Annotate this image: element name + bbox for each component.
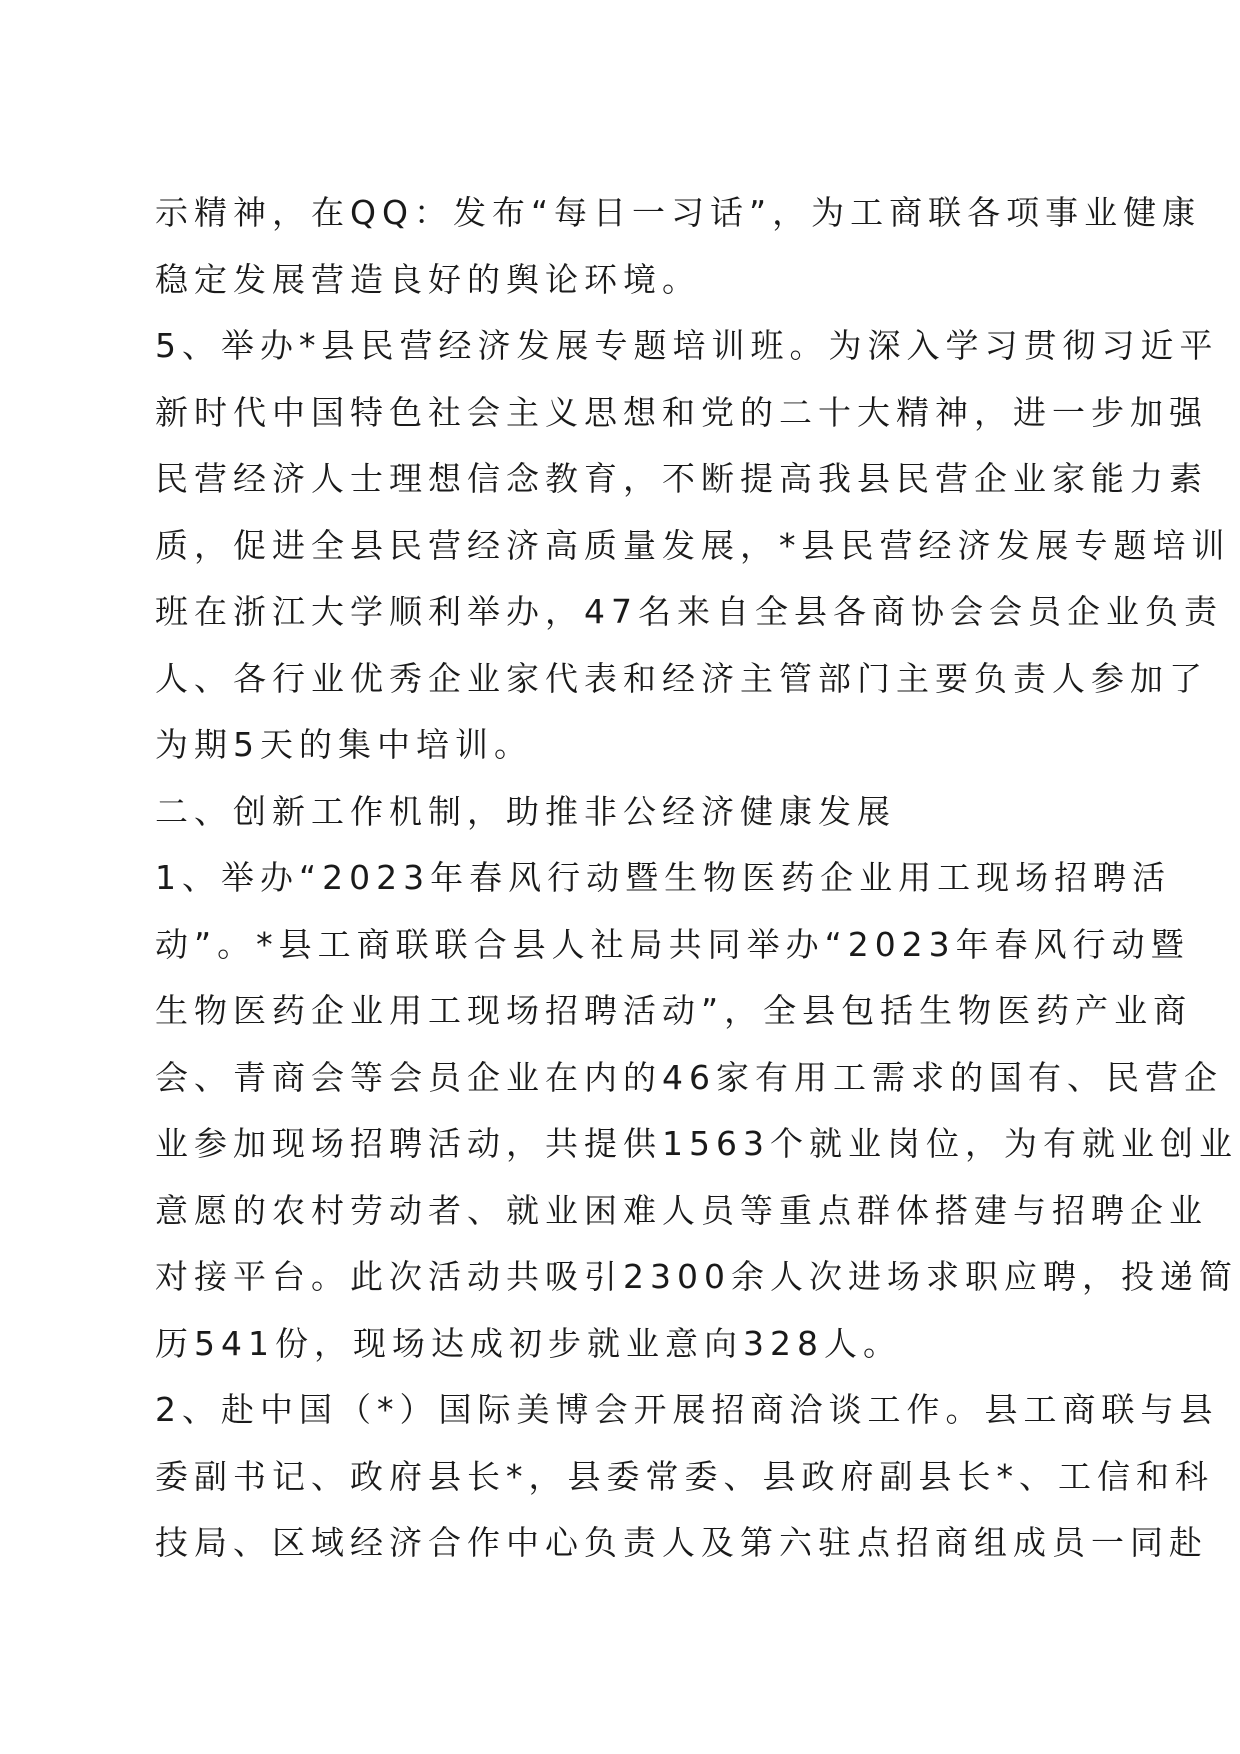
text-line: 5、举办*县民营经济发展专题培训班。为深入学习贯彻习近平 <box>155 326 1219 365</box>
text-line: 会、青商会等会员企业在内的46家有用工需求的国有、民营企 <box>155 1057 1223 1097</box>
section-heading: 二、创新工作机制，助推非公经济健康发展 <box>155 791 896 831</box>
text-line: 委副书记、政府县长*，县委常委、县政府副县长*、工信和科 <box>155 1456 1214 1496</box>
text-line: 历541份，现场达成初步就业意向328人。 <box>155 1323 902 1363</box>
text-line: 动”。*县工商联联合县人社局共同举办“2023年春风行动暨 <box>155 924 1190 964</box>
text-line: 意愿的农村劳动者、就业困难人员等重点群体搭建与招聘企业 <box>155 1190 1208 1230</box>
text-line: 1、举办“2023年春风行动暨生物医药企业用工现场招聘活 <box>155 858 1172 897</box>
text-line: 对接平台。此次活动共吸引2300余人次进场求职应聘，投递简 <box>155 1257 1238 1296</box>
text-line: 稳定发展营造良好的舆论环境。 <box>155 259 701 299</box>
text-line: 生物医药企业用工现场招聘活动”，全县包括生物医药产业商 <box>155 991 1193 1030</box>
text-line: 民营经济人士理想信念教育，不断提高我县民营企业家能力素 <box>155 459 1208 498</box>
text-line: 新时代中国特色社会主义思想和党的二十大精神，进一步加强 <box>155 392 1208 432</box>
text-line: 业参加现场招聘活动，共提供1563个就业岗位，为有就业创业 <box>155 1124 1238 1163</box>
text-line: 班在浙江大学顺利举办，47名来自全县各商协会会员企业负责 <box>155 592 1223 631</box>
text-line: 2、赴中国（*）国际美博会开展招商洽谈工作。县工商联与县 <box>155 1390 1219 1429</box>
text-line: 示精神，在QQ：发布“每日一习话”，为工商联各项事业健康 <box>155 193 1202 232</box>
text-line: 质，促进全县民营经济高质量发展，*县民营经济发展专题培训 <box>155 525 1231 565</box>
text-line: 人、各行业优秀企业家代表和经济主管部门主要负责人参加了 <box>155 658 1208 698</box>
text-line: 为期5天的集中培训。 <box>155 725 533 764</box>
document-body <box>155 180 1238 1577</box>
text-line: 技局、区域经济合作中心负责人及第六驻点招商组成员一同赴 <box>155 1523 1208 1562</box>
